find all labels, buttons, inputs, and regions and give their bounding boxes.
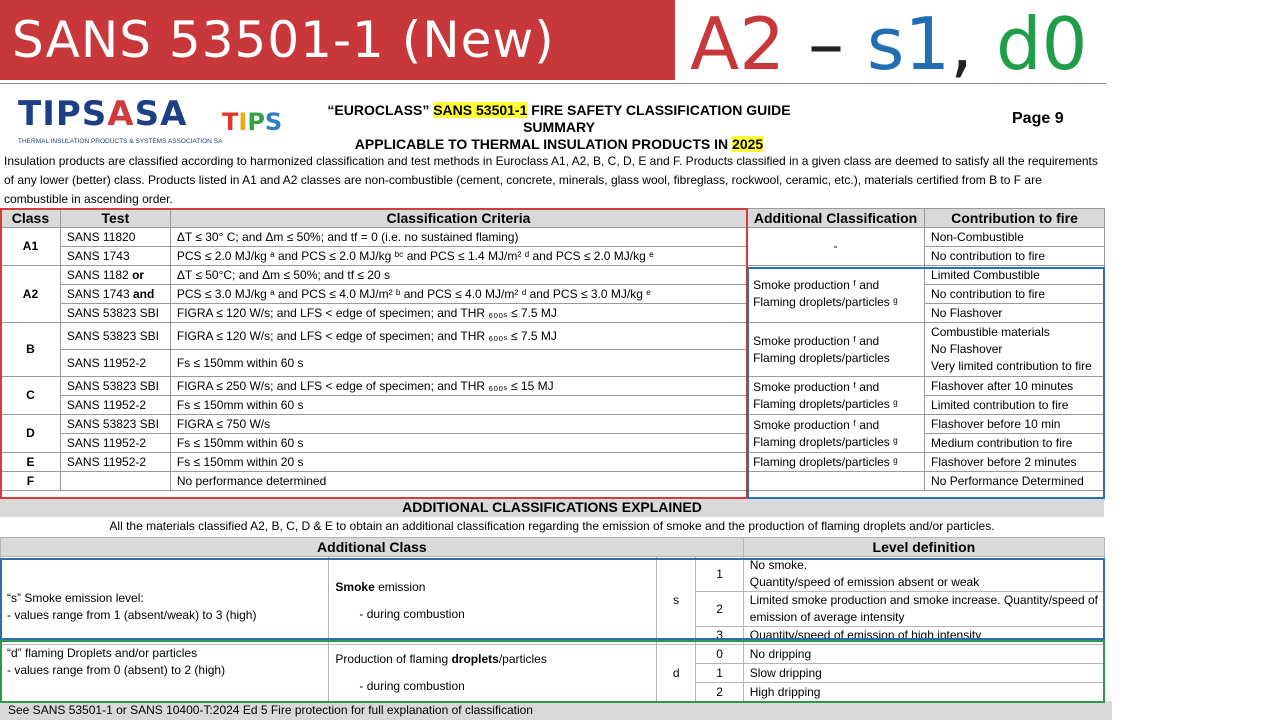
contribution-cell: No Flashover xyxy=(925,304,1105,323)
test-cell xyxy=(60,285,170,304)
smoke-row xyxy=(1,557,1105,592)
additional-line: Smoke production ᶠ and xyxy=(753,417,880,432)
tips-letter: S xyxy=(264,108,283,136)
test-name: SANS 1182 xyxy=(66,267,133,282)
smoke-range: - values range from 1 (absent/weak) to 3 (high) xyxy=(7,607,257,622)
level-definition: Slow dripping xyxy=(743,664,1104,683)
smoke-word: Smoke xyxy=(335,579,375,594)
additional-cell: - xyxy=(747,228,925,266)
droplet-range: - values range from 0 (absent) to 2 (high) xyxy=(7,663,226,677)
criteria-cell: ΔT ≤ 30° C; and Δm ≤ 50%; and tf = 0 (i.e. no sustained flaming) xyxy=(170,228,746,247)
level-definition: High dripping xyxy=(743,683,1104,702)
droplet-word: droplets xyxy=(451,652,499,666)
smoke-label: “s” Smoke emission level: xyxy=(7,590,144,605)
test-conjunction: and xyxy=(132,286,155,301)
test-cell: SANS 53823 SBI xyxy=(60,377,170,396)
contribution-cell: Flashover before 10 min xyxy=(925,415,1105,434)
criteria-cell: No performance determined xyxy=(170,472,746,491)
criteria-cell: FIGRA ≤ 750 W/s xyxy=(170,415,746,434)
title-year-highlight: 2025 xyxy=(732,136,764,152)
contribution-cell: Flashover before 2 minutes xyxy=(925,453,1105,472)
contribution-cell: Medium contribution to fire xyxy=(925,434,1105,453)
tips-letter: I xyxy=(238,108,248,136)
additional-line: Flaming droplets/particles ᵍ xyxy=(753,434,898,449)
level-number: 1 xyxy=(696,664,743,683)
table-row xyxy=(1,228,1105,247)
test-cell: SANS 53823 SBI xyxy=(60,323,170,350)
document-footer: See SANS 53501-1 or SANS 10400-T:2024 Ed 5 Fire protection for full explanation of classification xyxy=(0,701,1112,720)
class-cell: C xyxy=(1,377,61,415)
additional-cell xyxy=(747,377,925,415)
level-line: No smoke. xyxy=(749,558,808,572)
level-definition xyxy=(743,592,1104,627)
contribution-cell: Limited contribution to fire xyxy=(925,396,1105,415)
droplet-symbol: d xyxy=(656,645,696,702)
logo-subtitle: THERMAL INSULATION PRODUCTS & SYSTEMS ASSOCIATION SA xyxy=(18,138,223,145)
header-level-definition: Level definition xyxy=(743,538,1104,557)
additional-line: Flaming droplets/particles xyxy=(753,350,890,365)
tips-logo xyxy=(222,108,282,136)
table-row xyxy=(1,377,1105,396)
contribution-cell: No contribution to fire xyxy=(925,247,1105,266)
table-row xyxy=(1,415,1105,434)
table-row xyxy=(1,266,1105,285)
table-row xyxy=(1,472,1105,491)
additional-line: Smoke production ᶠ and xyxy=(753,278,880,292)
droplet-when: - during combustion xyxy=(359,679,465,693)
additional-line: Flaming droplets/particles ᵍ xyxy=(753,396,898,411)
additional-cell: Flaming droplets/particles ᵍ xyxy=(747,453,925,472)
level-number: 1 xyxy=(696,557,743,592)
document-title xyxy=(314,102,804,153)
smoke-rest: emission xyxy=(374,579,426,594)
test-name: SANS 1743 xyxy=(66,286,133,301)
droplet-pre: Production of flaming xyxy=(335,652,452,666)
additional-cell xyxy=(747,323,925,377)
code-d0: d0 xyxy=(973,2,1088,86)
document-header xyxy=(0,83,1106,154)
code-a2: A2 xyxy=(690,2,786,86)
criteria-cell: FIGRA ≤ 120 W/s; and LFS < edge of specimen; and THR ₆₀₀ₛ ≤ 7.5 MJ xyxy=(170,304,746,323)
code-s1: s1 xyxy=(866,2,951,86)
contribution-cell: Non-Combustible xyxy=(925,228,1105,247)
test-cell: SANS 53823 SBI xyxy=(60,304,170,323)
level-line: Limited smoke production and smoke increase. Quantity/speed of xyxy=(749,593,1098,607)
droplet-rest: /particles xyxy=(498,652,547,666)
droplet-label: “d” flaming Droplets and/or particles xyxy=(7,646,198,660)
header-criteria: Classification Criteria xyxy=(170,209,746,228)
document-page xyxy=(0,83,1106,720)
criteria-cell: FIGRA ≤ 250 W/s; and LFS < edge of specimen; and THR ₆₀₀ₛ ≤ 15 MJ xyxy=(170,377,746,396)
smoke-symbol: s xyxy=(656,557,696,645)
header-class: Class xyxy=(1,209,61,228)
additional-class-table xyxy=(0,537,1105,702)
test-cell: SANS 11952-2 xyxy=(60,396,170,415)
criteria-cell: Fs ≤ 150mm within 20 s xyxy=(170,453,746,472)
test-conjunction: or xyxy=(132,267,145,282)
test-cell: SANS 11952-2 xyxy=(60,350,170,377)
code-comma: , xyxy=(950,2,974,86)
header-additional-class: Additional Class xyxy=(1,538,744,557)
contribution-cell: No Performance Determined xyxy=(925,472,1105,491)
test-cell: SANS 11820 xyxy=(60,228,170,247)
contribution-cell: Flashover after 10 minutes xyxy=(925,377,1105,396)
level-line: emission of average intensity xyxy=(749,610,905,624)
header-test: Test xyxy=(60,209,170,228)
test-cell: SANS 53823 SBI xyxy=(60,415,170,434)
additional-header-row xyxy=(1,538,1105,557)
criteria-cell: PCS ≤ 3.0 MJ/kg ᵃ and PCS ≤ 4.0 MJ/m² ᵇ and PCS ≤ 4.0 MJ/m² ᵈ and PCS ≤ 3.0 MJ/kg ᵉ xyxy=(170,285,746,304)
additional-line: Smoke production ᶠ and xyxy=(753,333,880,348)
title-line2-pre: APPLICABLE TO THERMAL INSULATION PRODUCTS IN xyxy=(354,136,733,152)
droplet-row xyxy=(1,645,1105,664)
header-contribution: Contribution to fire xyxy=(925,209,1105,228)
additional-line: Flaming droplets/particles ᵍ xyxy=(753,295,898,309)
test-cell: SANS 11952-2 xyxy=(60,434,170,453)
test-cell: SANS 1743 xyxy=(60,247,170,266)
header-additional: Additional Classification xyxy=(747,209,925,228)
tipsasa-logo xyxy=(18,92,223,152)
class-cell: A1 xyxy=(1,228,61,266)
criteria-cell: Fs ≤ 150mm within 60 s xyxy=(170,396,746,415)
logo-text-x: A xyxy=(107,94,135,134)
additional-cell xyxy=(747,266,925,323)
contribution-line: No Flashover xyxy=(931,342,1003,356)
table-header-row xyxy=(1,209,1105,228)
droplet-label-cell xyxy=(1,645,329,702)
title-banner xyxy=(0,0,675,80)
level-definition: Quantity/speed of emission of high intensity xyxy=(743,627,1104,645)
tips-letter: P xyxy=(247,108,265,136)
additional-cell xyxy=(747,415,925,453)
class-cell: B xyxy=(1,323,61,377)
logo-text-right: SA xyxy=(134,94,188,134)
smoke-label-cell xyxy=(1,557,329,645)
additional-section-note: All the materials classified A2, B, C, D & E to obtain an additional classification regarding the emission of smoke and the production of flaming droplets and/or particles. xyxy=(109,519,995,533)
contribution-line: Combustible materials xyxy=(931,325,1050,339)
additional-line: Smoke production ᶠ and xyxy=(753,379,880,394)
criteria-cell: FIGRA ≤ 120 W/s; and LFS < edge of specimen; and THR ₆₀₀ₛ ≤ 7.5 MJ xyxy=(170,323,746,350)
smoke-when: - during combustion xyxy=(359,606,465,621)
title-line1-post: FIRE SAFETY CLASSIFICATION GUIDE SUMMARY xyxy=(523,102,791,135)
contribution-cell: Limited Combustible xyxy=(925,266,1105,285)
additional-section-title: ADDITIONAL CLASSIFICATIONS EXPLAINED xyxy=(0,497,1104,517)
criteria-cell: ΔT ≤ 50°C; and Δm ≤ 50%; and tf ≤ 20 s xyxy=(170,266,746,285)
class-cell: F xyxy=(1,472,61,491)
additional-cell xyxy=(747,472,925,491)
table-row xyxy=(1,396,1105,415)
title-line1-pre: “EUROCLASS” xyxy=(327,102,434,118)
table-row xyxy=(1,304,1105,323)
table-row xyxy=(1,247,1105,266)
criteria-cell: PCS ≤ 2.0 MJ/kg ᵃ and PCS ≤ 2.0 MJ/kg ᵇᶜ and PCS ≤ 1.4 MJ/m² ᵈ and PCS ≤ 2.0 MJ/kg ᵉ xyxy=(170,247,746,266)
level-number: 2 xyxy=(696,683,743,702)
level-number: 3 xyxy=(696,627,743,645)
classification-code xyxy=(690,0,1087,88)
class-cell: E xyxy=(1,453,61,472)
criteria-cell: Fs ≤ 150mm within 60 s xyxy=(170,434,746,453)
class-cell: D xyxy=(1,415,61,453)
test-cell xyxy=(60,472,170,491)
test-cell: SANS 11952-2 xyxy=(60,453,170,472)
class-cell: A2 xyxy=(1,266,61,323)
level-definition: No dripping xyxy=(743,645,1104,664)
logo-text-left: TIPS xyxy=(18,94,108,134)
title-standard-highlight: SANS 53501-1 xyxy=(433,102,528,118)
level-definition xyxy=(743,557,1104,592)
contribution-cell xyxy=(925,323,1105,377)
code-dash: – xyxy=(785,2,867,86)
criteria-cell: Fs ≤ 150mm within 60 s xyxy=(170,350,746,377)
test-cell xyxy=(60,266,170,285)
page-number: Page 9 xyxy=(1012,110,1064,127)
classification-table xyxy=(0,208,1105,491)
table-row xyxy=(1,285,1105,304)
table-row xyxy=(1,434,1105,453)
smoke-description-cell xyxy=(329,557,657,645)
table-row xyxy=(1,453,1105,472)
droplet-description-cell xyxy=(329,645,657,702)
intro-paragraph: Insulation products are classified according to harmonized classification and test methods in Euroclass A1, A2, B, C, D, E and F. Products classified in a given class are deemed to satisfy all the requirements of any lower (better) class. Products listed in A1 and A2 classes are non-combustible (cement, concrete, minerals, glass wool, fibreglass, rockwool, ceramic, etc.), materials certified from B to F are combustible in ascending order. xyxy=(4,154,1098,206)
tips-letter: T xyxy=(222,108,239,136)
level-line: Quantity/speed of emission absent or weak xyxy=(749,575,980,589)
level-number: 2 xyxy=(696,592,743,627)
contribution-line: Very limited contribution to fire xyxy=(931,359,1092,373)
table-row xyxy=(1,323,1105,350)
contribution-cell: No contribution to fire xyxy=(925,285,1105,304)
banner-title: SANS 53501-1 (New) xyxy=(12,11,555,69)
level-number: 0 xyxy=(696,645,743,664)
